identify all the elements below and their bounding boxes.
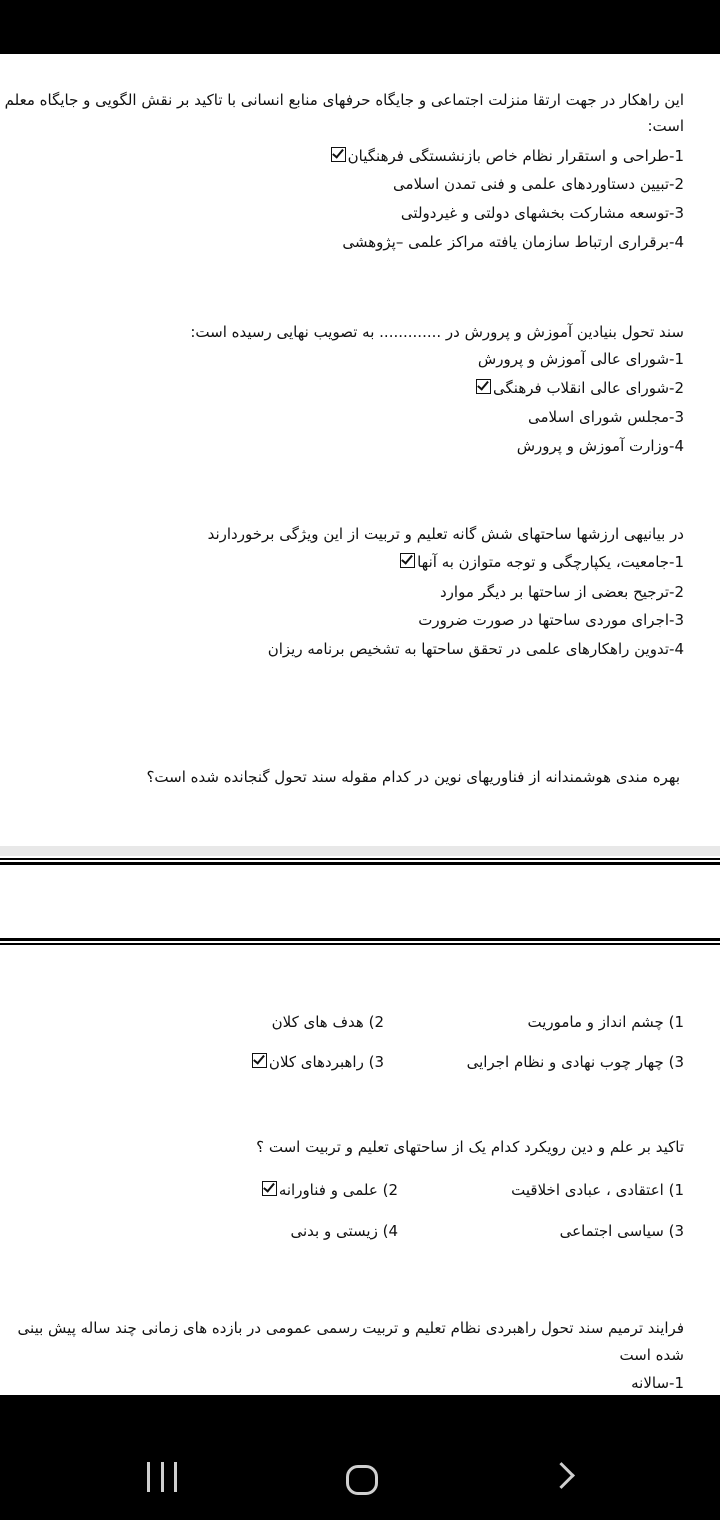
q4-option-2: 2) هدف های کلان bbox=[271, 1013, 384, 1031]
q6-stem-line1: فرایند ترمیم سند تحول راهبردی نظام تعلیم و تربیت رسمی عمومی در بازده های زمانی چند ساله پیش بینی bbox=[17, 1319, 684, 1337]
q2-option-4: 4-وزارت آموزش و پرورش bbox=[516, 437, 684, 455]
document-page[interactable] bbox=[0, 54, 720, 1395]
checkbox-checked-icon bbox=[400, 553, 415, 568]
home-icon[interactable] bbox=[346, 1465, 378, 1495]
q2-option-1: 1-شورای عالی آموزش و پرورش bbox=[477, 350, 684, 368]
q5-option-1: 1) اعتقادی ، عبادی اخلاقیت bbox=[511, 1181, 684, 1199]
q2-option-2 bbox=[476, 374, 684, 402]
q2-option-2-label: 2-شورای عالی انقلاب فرهنگی bbox=[493, 379, 684, 397]
checkbox-checked-icon bbox=[262, 1181, 277, 1196]
checkbox-checked-icon bbox=[476, 379, 491, 394]
q3-option-3: 3-اجرای موردی ساحتها در صورت ضرورت bbox=[418, 611, 684, 629]
q3-stem: در بیانیهی ارزشها ساحتهای شش گانه تعلیم و تربیت از این ویژگی برخوردارند bbox=[207, 525, 684, 543]
q1-option-3: 3-توسعه مشارکت بخشهای دولتی و غیردولتی bbox=[400, 204, 684, 222]
q1-option-1-label: 1-طراحی و استقرار نظام خاص بازنشستگی فرهنگیان bbox=[347, 147, 684, 165]
q1-stem-line2: است: bbox=[647, 117, 684, 135]
q3-option-1-label: 1-جامعیت، یکپارچگی و توجه متوازن به آنها bbox=[417, 553, 684, 571]
q3-option-4: 4-تدوین راهکارهای علمی در تحقق ساحتها به تشخیص برنامه ریزان bbox=[267, 640, 684, 658]
q4-option-3: 3) چهار چوب نهادی و نظام اجرایی bbox=[466, 1053, 684, 1071]
q6-stem-line2: شده است bbox=[619, 1346, 684, 1364]
recent-apps-icon[interactable] bbox=[147, 1462, 177, 1492]
q2-option-3: 3-مجلس شورای اسلامی bbox=[528, 408, 684, 426]
q5-option-2 bbox=[262, 1176, 398, 1204]
q1-option-4: 4-برقراری ارتباط سازمان یافته مراکز علمی –پژوهشی bbox=[342, 233, 684, 251]
page-break-line bbox=[0, 938, 720, 941]
q5-option-3: 3) سیاسی اجتماعی bbox=[559, 1222, 684, 1240]
navigation-bar bbox=[0, 1395, 720, 1520]
page-break-line bbox=[0, 858, 720, 860]
q5-option-4: 4) زیستی و بدنی bbox=[290, 1222, 398, 1240]
q1-stem-line1: این راهکار در جهت ارتقا منزلت اجتماعی و جایگاه حرفهای منابع انسانی با تاکید بر نقش الگویی و جایگاه معلم bbox=[4, 91, 684, 109]
q6-option-1: 1-سالانه bbox=[631, 1374, 684, 1392]
q2-stem: سند تحول بنیادین آموزش و پرورش در ............. به تصویب نهایی رسیده است: bbox=[190, 323, 684, 341]
q1-option-1 bbox=[331, 142, 684, 170]
q1-option-2: 2-تبیین دستاوردهای علمی و فنی تمدن اسلامی bbox=[393, 175, 684, 193]
page-gap bbox=[0, 846, 720, 856]
checkbox-checked-icon bbox=[331, 147, 346, 162]
q4-option-4-label: 3) راهبردهای کلان bbox=[268, 1053, 384, 1071]
q3-option-1 bbox=[400, 548, 684, 576]
q4-option-4 bbox=[252, 1048, 384, 1076]
q4-option-1: 1) چشم انداز و ماموریت bbox=[527, 1013, 684, 1031]
q5-option-2-label: 2) علمی و فناورانه bbox=[278, 1181, 398, 1199]
q4-stem: بهره مندی هوشمندانه از فناوریهای نوین در کدام مقوله سند تحول گنجانده شده است؟ bbox=[146, 768, 680, 786]
status-bar bbox=[0, 0, 720, 54]
q5-stem: تاکید بر علم و دین رویکرد کدام یک از ساحتهای تعلیم و تربیت است ؟ bbox=[256, 1138, 684, 1156]
page-break-line bbox=[0, 862, 720, 865]
page-break-line bbox=[0, 943, 720, 945]
q3-option-2: 2-ترجیح بعضی از ساحتها بر دیگر موارد bbox=[440, 583, 684, 601]
checkbox-checked-icon bbox=[252, 1053, 267, 1068]
